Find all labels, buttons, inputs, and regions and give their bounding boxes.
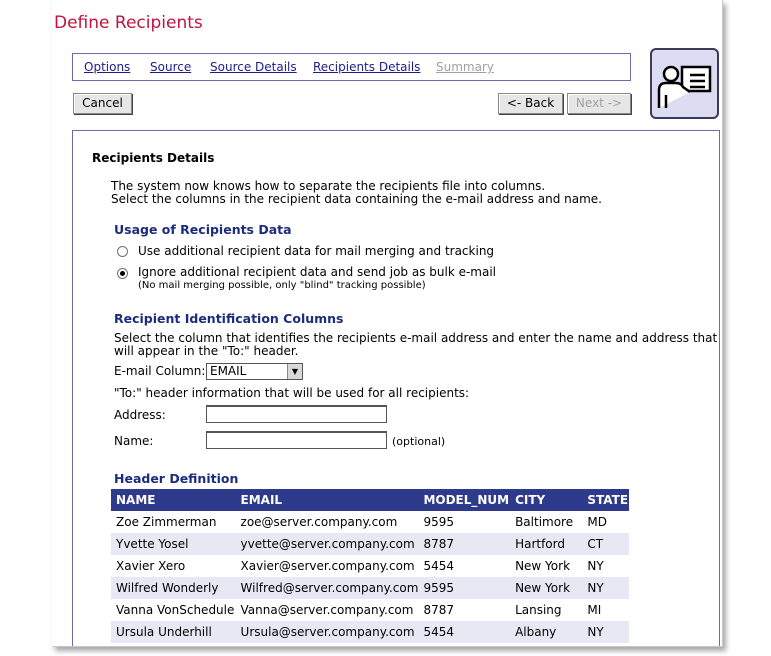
column-header: CITY <box>510 489 582 511</box>
tab-source-details[interactable]: Source Details <box>210 60 297 74</box>
table-cell: NY <box>582 577 629 599</box>
name-label: Name: <box>114 434 154 448</box>
table-cell: 5454 <box>418 555 510 577</box>
table-cell: Vanna VonSchedule <box>111 599 236 621</box>
table-row <box>111 599 629 621</box>
email-column-label: E-mail Column: <box>114 364 206 378</box>
table-cell: Xavier Xero <box>111 555 236 577</box>
usage-section-title: Usage of Recipients Data <box>114 222 292 237</box>
table-cell: NY <box>582 555 629 577</box>
optional-label: (optional) <box>392 435 446 448</box>
email-column-select[interactable] <box>206 363 303 380</box>
table-cell: Baltimore <box>510 511 582 533</box>
table-cell: 8787 <box>418 599 510 621</box>
address-input[interactable] <box>206 405 387 423</box>
table-cell: Wilfred Wonderly <box>111 577 236 599</box>
section-heading: Recipients Details <box>92 151 215 165</box>
radio-ignore-additional-data[interactable] <box>117 268 128 279</box>
intro-text-line1: The system now knows how to separate the recipients file into columns. <box>111 179 546 193</box>
table-cell: Ursula Underhill <box>111 621 236 643</box>
table-cell: 9595 <box>418 511 510 533</box>
radio-option2-label: Ignore additional recipient data and send job as bulk e-mail <box>138 265 497 279</box>
table-cell: MI <box>582 599 629 621</box>
table-row <box>111 577 629 599</box>
radio-option1-label: Use additional recipient data for mail merging and tracking <box>138 244 495 258</box>
table-cell: New York <box>510 577 582 599</box>
table-cell: Vanna@server.company.com <box>236 599 419 621</box>
radio-option2-note: (No mail merging possible, only "blind" tracking possible) <box>138 280 426 291</box>
email-column-value: EMAIL <box>210 364 247 378</box>
tab-source[interactable]: Source <box>150 60 192 74</box>
radio-use-additional-data[interactable] <box>117 246 128 257</box>
table-row <box>111 511 629 533</box>
table-cell: New York <box>510 555 582 577</box>
wizard-tabs <box>72 53 631 81</box>
back-button[interactable]: <- Back <box>498 93 563 114</box>
table-cell: Lansing <box>510 599 582 621</box>
table-cell: Xavier@server.company.com <box>236 555 419 577</box>
next-button: Next -> <box>567 93 631 114</box>
table-cell: Yvette Yosel <box>111 533 236 555</box>
table-cell: 8787 <box>418 533 510 555</box>
table-header-row <box>111 489 629 511</box>
table-cell: yvette@server.company.com <box>236 533 419 555</box>
table-cell: Ursula@server.company.com <box>236 621 419 643</box>
table-cell: 5454 <box>418 621 510 643</box>
tab-options[interactable]: Options <box>84 60 131 74</box>
table-cell: Albany <box>510 621 582 643</box>
table-cell: zoe@server.company.com <box>236 511 419 533</box>
page-title: Define Recipients <box>54 13 203 33</box>
table-row <box>111 533 629 555</box>
name-input[interactable] <box>206 431 387 449</box>
table-row <box>111 621 629 643</box>
to-header-label: "To:" header information that will be used for all recipients: <box>114 386 470 400</box>
recipient-logo-icon <box>650 48 719 119</box>
table-cell: Zoe Zimmerman <box>111 511 236 533</box>
column-header: NAME <box>111 489 236 511</box>
define-recipients-window <box>52 0 723 647</box>
column-header: STATE <box>582 489 629 511</box>
table-cell: Hartford <box>510 533 582 555</box>
identification-desc-line1: Select the column that identifies the recipients e-mail address and enter the name and address that <box>114 331 718 345</box>
tab-summary: Summary <box>436 60 494 74</box>
tab-recipients-details[interactable]: Recipients Details <box>313 60 421 74</box>
table-row <box>111 555 629 577</box>
table-cell: 9595 <box>418 577 510 599</box>
column-header: EMAIL <box>236 489 419 511</box>
identification-desc-line2: will appear in the "To:" header. <box>114 344 299 358</box>
table-cell: MD <box>582 511 629 533</box>
header-definition-title: Header Definition <box>114 471 239 486</box>
cancel-button[interactable]: Cancel <box>73 93 132 114</box>
intro-text-line2: Select the columns in the recipient data containing the e-mail address and name. <box>111 192 602 206</box>
header-definition-table <box>111 489 629 643</box>
chevron-down-icon[interactable]: ▼ <box>287 364 302 379</box>
column-header: MODEL_NUM <box>418 489 510 511</box>
table-cell: Wilfred@server.company.com <box>236 577 419 599</box>
table-cell: CT <box>582 533 629 555</box>
table-cell: NY <box>582 621 629 643</box>
address-label: Address: <box>114 408 166 422</box>
identification-section-title: Recipient Identification Columns <box>114 311 344 326</box>
recipients-details-panel <box>72 130 720 647</box>
